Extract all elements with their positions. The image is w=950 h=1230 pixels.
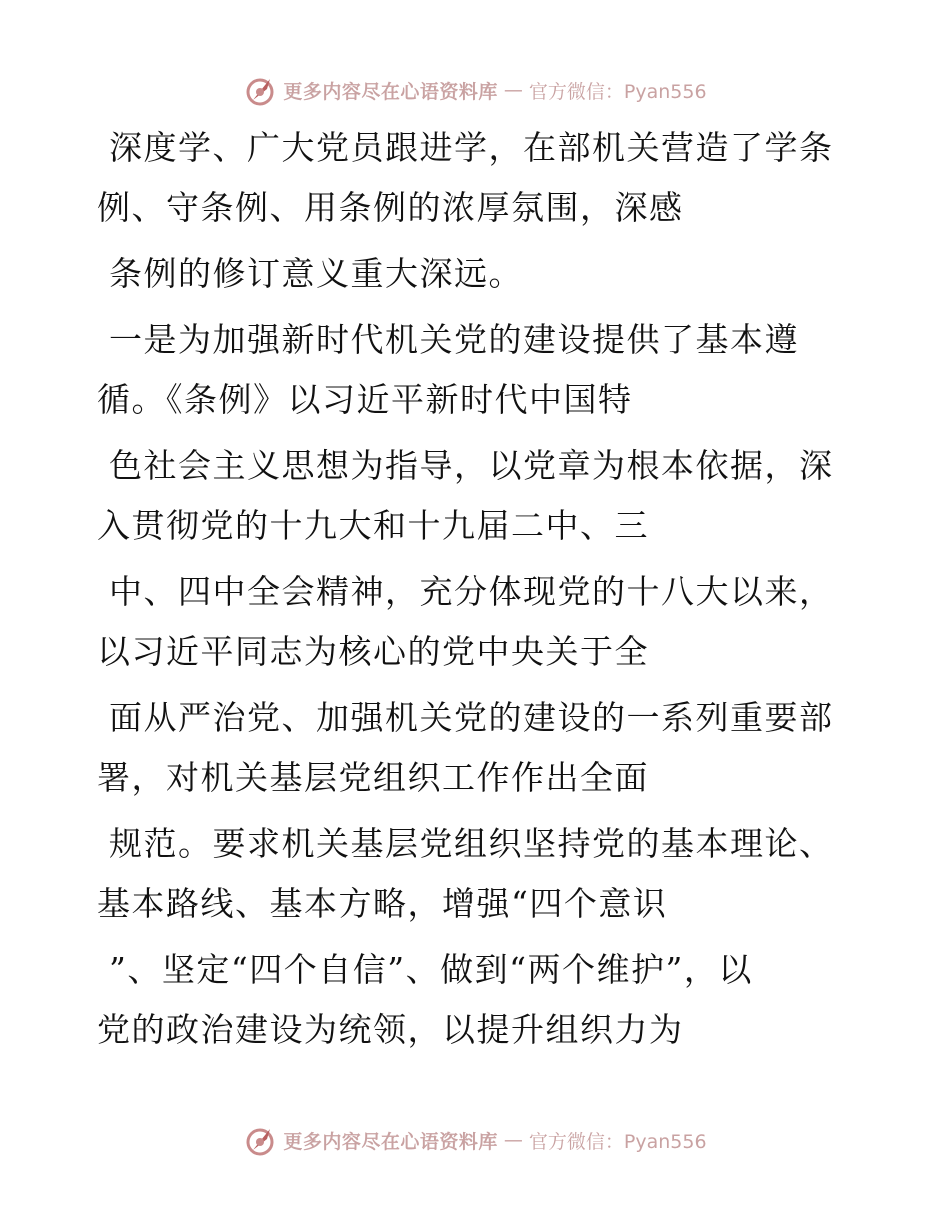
quill-logo-icon (243, 73, 277, 107)
text-line: 中、四中全会精神，充分体现党的十八大以来， (109, 572, 834, 611)
text-line: 条例的修订意义重大深远。 (109, 254, 523, 293)
text-line: ”、坚定“四个自信”、做到“两个维护”，以 (109, 950, 753, 989)
text-line: 色社会主义思想为指导，以党章为根本依据，深 (109, 446, 834, 485)
text-line: 以习近平同志为核心的党中央关于全 (97, 632, 649, 671)
paragraph (97, 688, 837, 808)
watermark-contact: 官方微信：Pyan556 (528, 80, 707, 103)
paragraph (97, 562, 837, 682)
footer-watermark (0, 1120, 950, 1160)
header-watermark (0, 70, 950, 110)
text-line: 循。《条例》以习近平新时代中国特 (97, 380, 633, 419)
watermark-dash: — (503, 79, 523, 101)
quill-logo-icon (243, 1123, 277, 1157)
paragraph (97, 940, 837, 1060)
text-line: 基本路线、基本方略，增强“四个意识 (97, 884, 668, 923)
paragraph (97, 244, 837, 304)
text-line: 署，对机关基层党组织工作作出全面 (97, 758, 649, 797)
text-line: 深度学、广大党员跟进学，在部机关营造了学条 (109, 128, 834, 167)
text-line: 例、守条例、用条例的浓厚氛围，深感 (97, 188, 684, 227)
paragraph (97, 436, 837, 556)
paragraph (97, 310, 837, 430)
watermark-site: 更多内容尽在心语资料库 (283, 80, 498, 103)
watermark-site: 更多内容尽在心语资料库 (283, 1130, 498, 1153)
watermark-dash: — (503, 1129, 523, 1151)
text-line: 一是为加强新时代机关党的建设提供了基本遵 (109, 320, 799, 359)
text-line: 规范。要求机关基层党组织坚持党的基本理论、 (109, 824, 834, 863)
text-line: 入贯彻党的十九大和十九届二中、三 (97, 506, 649, 545)
text-line: 党的政治建设为统领，以提升组织力为 (97, 1010, 684, 1049)
watermark-contact: 官方微信：Pyan556 (528, 1130, 707, 1153)
paragraph (97, 118, 837, 238)
text-line: 面从严治党、加强机关党的建设的一系列重要部 (109, 698, 834, 737)
document-body (97, 118, 837, 1066)
paragraph (97, 814, 837, 934)
